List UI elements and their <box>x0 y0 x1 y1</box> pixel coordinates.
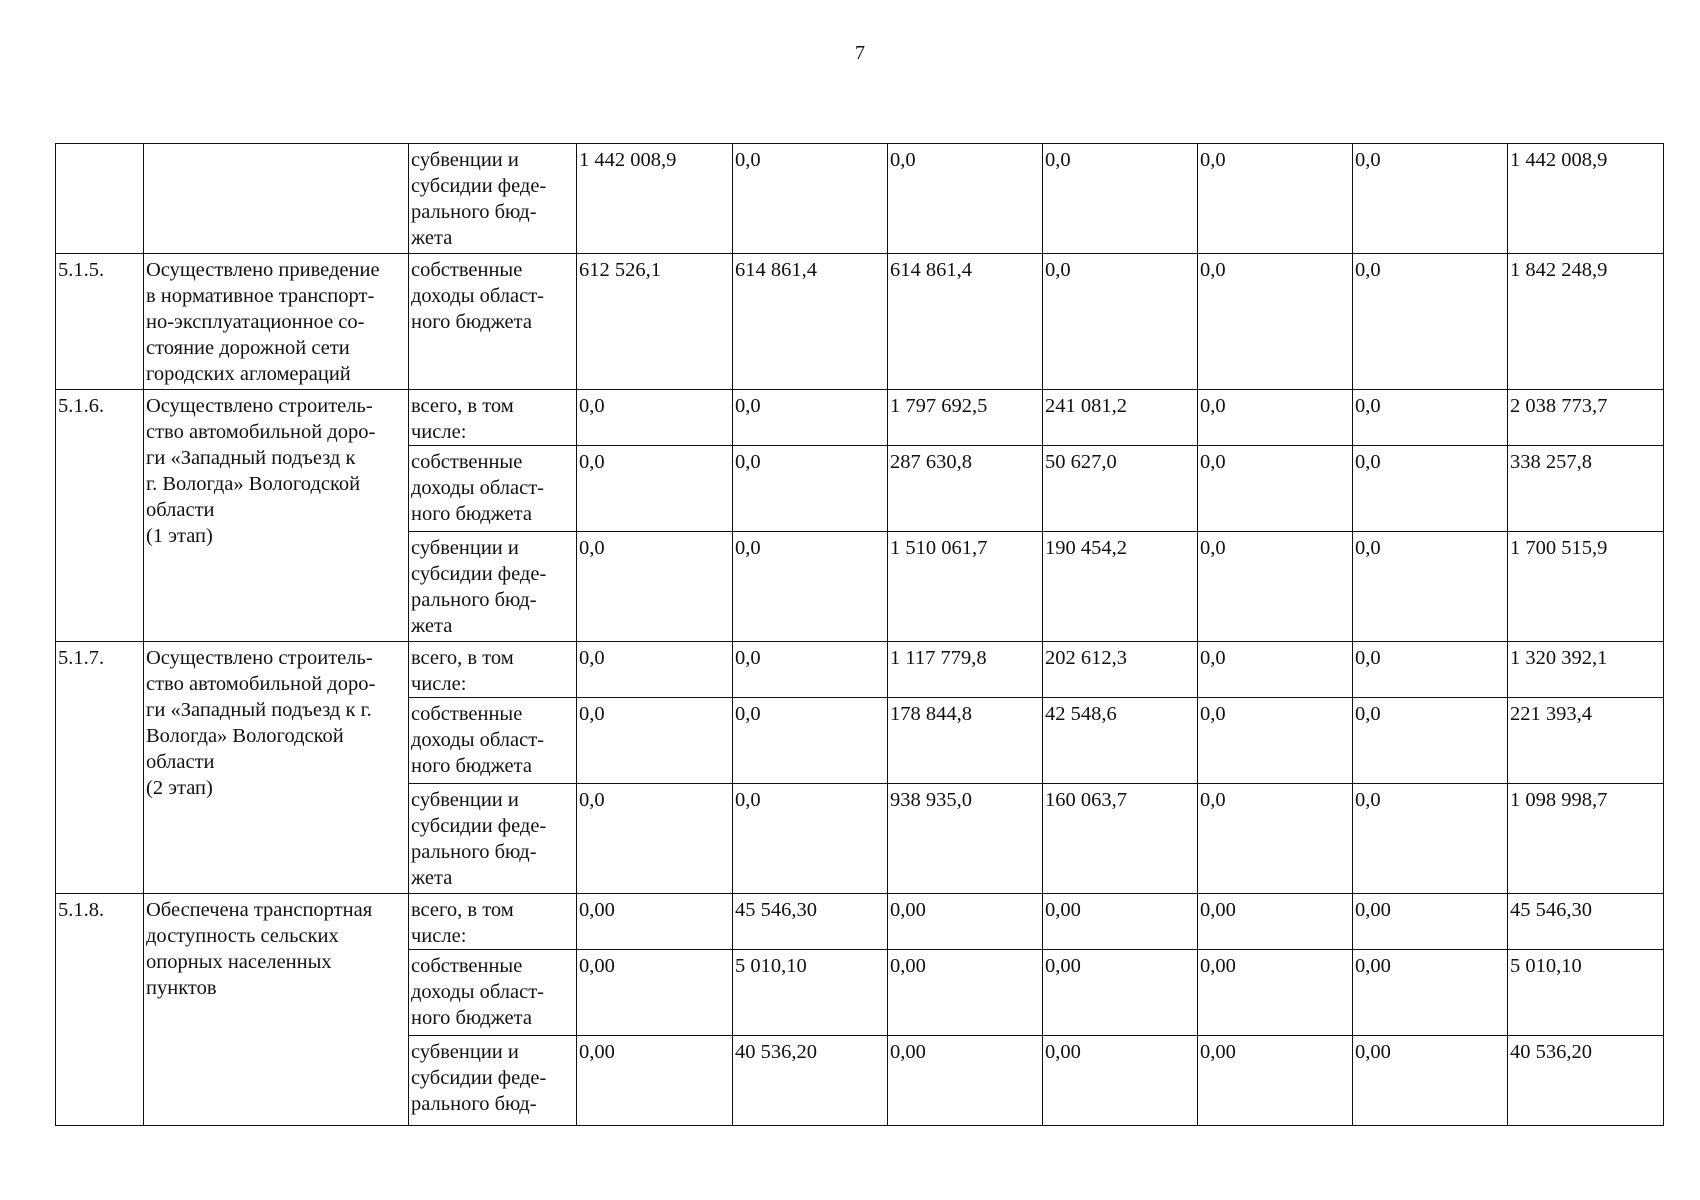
cell-line: всего, в том <box>411 395 514 417</box>
value-cell: 45 546,30 <box>733 894 888 950</box>
item-number-cell: 5.1.6. <box>56 390 144 642</box>
cell-line: г. Вологда» Вологодской <box>146 473 361 495</box>
value-cell: 0,0 <box>577 446 733 532</box>
value-cell: 0,00 <box>1353 1036 1508 1126</box>
value-cell: 0,0 <box>1198 254 1353 390</box>
text-cell <box>409 1036 577 1126</box>
cell-line: ного бюджета <box>411 1007 532 1029</box>
value-cell: 0,00 <box>1043 950 1198 1036</box>
value-cell: 1 117 779,8 <box>888 642 1043 698</box>
table-row <box>56 144 1664 254</box>
cell-line: субвенции и <box>411 149 519 171</box>
value-cell: 0,00 <box>577 1036 733 1126</box>
cell-line: жета <box>411 227 453 249</box>
cell-line: жета <box>411 615 453 637</box>
cell-line: области <box>146 751 215 773</box>
value-cell: 0,00 <box>577 894 733 950</box>
text-cell <box>409 950 577 1036</box>
cell-line: доходы област- <box>411 285 545 307</box>
value-cell: 338 257,8 <box>1508 446 1664 532</box>
cell-line: собственные <box>411 955 523 977</box>
cell-line: области <box>146 499 215 521</box>
text-cell <box>409 698 577 784</box>
value-cell: 1 442 008,9 <box>1508 144 1664 254</box>
cell-line: Осуществлено строитель- <box>146 395 373 417</box>
value-cell: 241 081,2 <box>1043 390 1198 446</box>
value-cell: 1 700 515,9 <box>1508 532 1664 642</box>
budget-table-body <box>56 144 1664 1126</box>
value-cell: 0,0 <box>1198 698 1353 784</box>
cell-line: доходы област- <box>411 729 545 751</box>
text-cell <box>409 784 577 894</box>
cell-line: жета <box>411 867 453 889</box>
cell-line: ного бюджета <box>411 755 532 777</box>
value-cell: 0,0 <box>577 698 733 784</box>
value-cell: 614 861,4 <box>888 254 1043 390</box>
value-cell: 42 548,6 <box>1043 698 1198 784</box>
value-cell: 1 510 061,7 <box>888 532 1043 642</box>
value-cell: 202 612,3 <box>1043 642 1198 698</box>
table-row <box>56 642 1664 698</box>
value-cell: 287 630,8 <box>888 446 1043 532</box>
text-cell <box>409 144 577 254</box>
text-cell <box>144 894 409 1126</box>
cell-line: доходы област- <box>411 477 545 499</box>
value-cell: 0,0 <box>733 784 888 894</box>
cell-line: собственные <box>411 451 523 473</box>
value-cell: 0,0 <box>1198 532 1353 642</box>
cell-line: Обеспечена транспортная <box>146 899 373 921</box>
value-cell: 614 861,4 <box>733 254 888 390</box>
cell-line: всего, в том <box>411 899 514 921</box>
cell-line: числе: <box>411 925 467 947</box>
cell-line: пунктов <box>146 977 217 999</box>
value-cell: 0,0 <box>733 698 888 784</box>
value-cell: 178 844,8 <box>888 698 1043 784</box>
value-cell: 0,0 <box>1198 784 1353 894</box>
value-cell: 1 797 692,5 <box>888 390 1043 446</box>
cell-line: числе: <box>411 673 467 695</box>
text-cell <box>409 254 577 390</box>
value-cell: 1 442 008,9 <box>577 144 733 254</box>
value-cell: 0,00 <box>888 950 1043 1036</box>
table-row <box>56 894 1664 950</box>
cell-line: ство автомобильной доро- <box>146 673 376 695</box>
text-cell <box>409 390 577 446</box>
value-cell: 0,0 <box>733 390 888 446</box>
cell-line: стояние дорожной сети <box>146 337 350 359</box>
value-cell: 0,0 <box>1043 254 1198 390</box>
item-number-cell: 5.1.8. <box>56 894 144 1126</box>
value-cell: 0,00 <box>888 894 1043 950</box>
cell-line: ги «Западный подъезд к г. <box>146 699 372 721</box>
value-cell: 40 536,20 <box>733 1036 888 1126</box>
cell-line: Осуществлено приведение <box>146 259 380 281</box>
cell-line: Вологда» Вологодской <box>146 725 344 747</box>
cell-line: субсидии феде- <box>411 1067 547 1089</box>
text-cell <box>144 390 409 642</box>
cell-line: городских агломераций <box>146 363 351 385</box>
value-cell: 0,00 <box>888 1036 1043 1126</box>
value-cell: 0,0 <box>1353 446 1508 532</box>
value-cell: 5 010,10 <box>1508 950 1664 1036</box>
value-cell: 0,0 <box>577 390 733 446</box>
value-cell: 221 393,4 <box>1508 698 1664 784</box>
value-cell: 0,0 <box>1198 144 1353 254</box>
budget-table <box>55 143 1664 1126</box>
value-cell: 0,00 <box>577 950 733 1036</box>
cell-line: ного бюджета <box>411 503 532 525</box>
value-cell: 0,0 <box>733 144 888 254</box>
cell-line: рального бюд- <box>411 841 537 863</box>
value-cell: 0,0 <box>1353 532 1508 642</box>
value-cell: 0,00 <box>1043 1036 1198 1126</box>
value-cell: 0,0 <box>1353 144 1508 254</box>
text-cell <box>409 532 577 642</box>
cell-line: рального бюд- <box>411 1093 537 1115</box>
cell-line: собственные <box>411 259 523 281</box>
page-number: 7 <box>855 42 865 64</box>
value-cell: 0,0 <box>733 642 888 698</box>
text-cell <box>409 642 577 698</box>
value-cell: 0,0 <box>577 784 733 894</box>
value-cell: 0,0 <box>1353 784 1508 894</box>
value-cell: 0,0 <box>1198 642 1353 698</box>
cell-line: Осуществлено строитель- <box>146 647 373 669</box>
value-cell: 612 526,1 <box>577 254 733 390</box>
table-row <box>56 390 1664 446</box>
value-cell: 0,0 <box>1353 254 1508 390</box>
cell-line: ного бюджета <box>411 311 532 333</box>
value-cell: 50 627,0 <box>1043 446 1198 532</box>
cell-line: субвенции и <box>411 789 519 811</box>
value-cell: 2 038 773,7 <box>1508 390 1664 446</box>
cell-line: в нормативное транспорт- <box>146 285 375 307</box>
item-number-cell: 5.1.7. <box>56 642 144 894</box>
cell-line: рального бюд- <box>411 201 537 223</box>
value-cell: 0,00 <box>1198 894 1353 950</box>
cell-line: (1 этап) <box>146 525 213 547</box>
text-cell <box>144 254 409 390</box>
value-cell: 0,0 <box>1353 698 1508 784</box>
value-cell: 0,0 <box>733 446 888 532</box>
cell-line: ство автомобильной доро- <box>146 421 376 443</box>
value-cell: 1 842 248,9 <box>1508 254 1664 390</box>
value-cell: 0,0 <box>577 532 733 642</box>
value-cell: 190 454,2 <box>1043 532 1198 642</box>
cell-line: субсидии феде- <box>411 563 547 585</box>
value-cell: 0,0 <box>733 532 888 642</box>
value-cell: 45 546,30 <box>1508 894 1664 950</box>
value-cell: 160 063,7 <box>1043 784 1198 894</box>
empty-cell <box>144 144 409 254</box>
cell-line: собственные <box>411 703 523 725</box>
cell-line: всего, в том <box>411 647 514 669</box>
text-cell <box>144 642 409 894</box>
value-cell: 938 935,0 <box>888 784 1043 894</box>
table-row <box>56 254 1664 390</box>
value-cell: 0,00 <box>1198 1036 1353 1126</box>
cell-line: субсидии феде- <box>411 175 547 197</box>
value-cell: 1 098 998,7 <box>1508 784 1664 894</box>
value-cell: 0,0 <box>1198 446 1353 532</box>
value-cell: 5 010,10 <box>733 950 888 1036</box>
value-cell: 0,0 <box>1198 390 1353 446</box>
text-cell <box>409 446 577 532</box>
value-cell: 0,0 <box>888 144 1043 254</box>
value-cell: 0,0 <box>1043 144 1198 254</box>
value-cell: 0,00 <box>1353 950 1508 1036</box>
value-cell: 0,00 <box>1198 950 1353 1036</box>
cell-line: доходы област- <box>411 981 545 1003</box>
value-cell: 0,00 <box>1043 894 1198 950</box>
value-cell: 1 320 392,1 <box>1508 642 1664 698</box>
empty-cell <box>56 144 144 254</box>
cell-line: опорных населенных <box>146 951 332 973</box>
cell-line: ги «Западный подъезд к <box>146 447 356 469</box>
text-cell <box>409 894 577 950</box>
cell-line: (2 этап) <box>146 777 213 799</box>
value-cell: 40 536,20 <box>1508 1036 1664 1126</box>
value-cell: 0,00 <box>1353 894 1508 950</box>
cell-line: рального бюд- <box>411 589 537 611</box>
value-cell: 0,0 <box>577 642 733 698</box>
value-cell: 0,0 <box>1353 390 1508 446</box>
cell-line: числе: <box>411 421 467 443</box>
cell-line: доступность сельских <box>146 925 339 947</box>
value-cell: 0,0 <box>1353 642 1508 698</box>
cell-line: субвенции и <box>411 537 519 559</box>
item-number-cell: 5.1.5. <box>56 254 144 390</box>
cell-line: но-эксплуатационное со- <box>146 311 365 333</box>
cell-line: субсидии феде- <box>411 815 547 837</box>
cell-line: субвенции и <box>411 1041 519 1063</box>
